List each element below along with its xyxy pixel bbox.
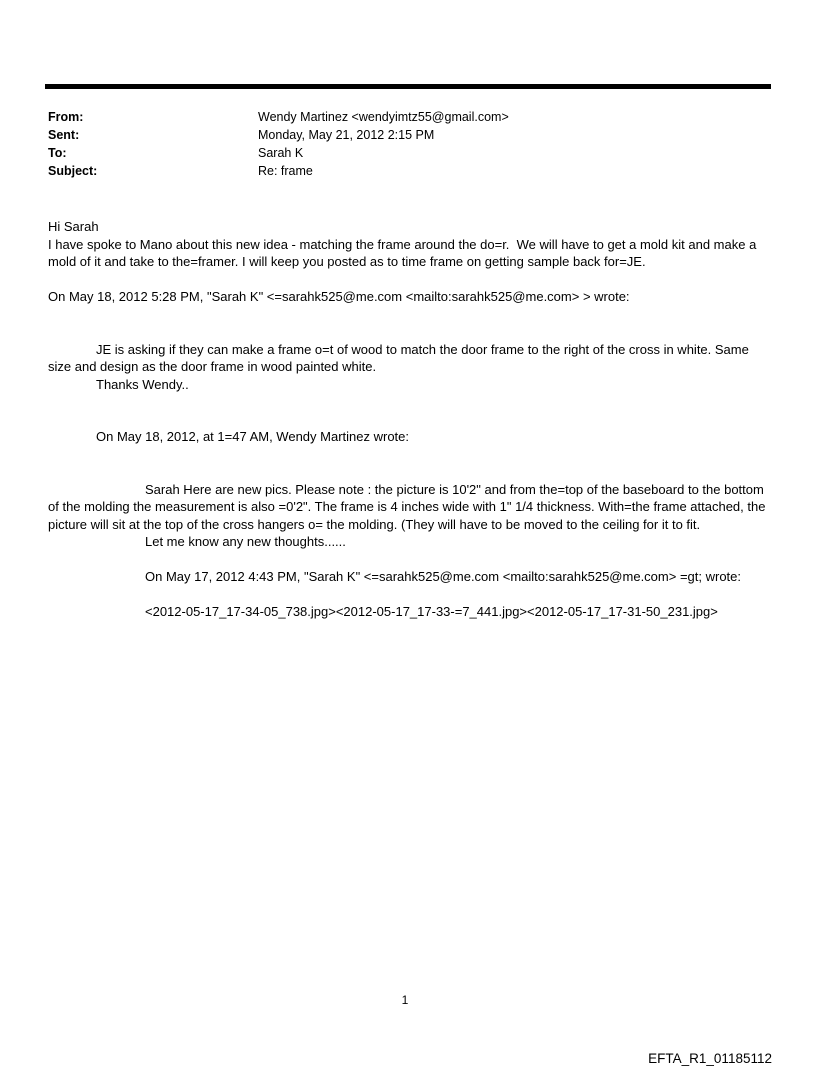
from-value: Wendy Martinez <wendyimtz55@gmail.com> (258, 110, 509, 124)
quoted-reply-1-attribution: On May 18, 2012 5:28 PM, "Sarah K" <=sarahk525@me.com <mailto:sarahk525@me.com> > wrote: (48, 289, 630, 304)
quoted-reply-1-signoff: Thanks Wendy.. (96, 376, 189, 392)
quoted-reply-2-attribution: On May 18, 2012, at 1=47 AM, Wendy Martinez wrote: (96, 429, 410, 444)
sent-label: Sent: (48, 128, 80, 142)
quoted-reply-1-paragraph: JE is asking if they can make a frame o=t of wood to match the door frame to the right of the cross in white. Same size and design as the door frame in wood painted white. (48, 341, 753, 374)
header-field-from (48, 108, 772, 126)
intro-paragraph: I have spoke to Mano about this new idea - matching the frame around the do=r. We will have to get a mold kit and make a mold of it and take to the=framer. I will keep you posted as to time frame on getting sample back for=JE. (48, 236, 760, 269)
subject-value: Re: frame (258, 164, 313, 178)
header-field-subject (48, 162, 772, 180)
quoted-reply-2-closing: Let me know any new thoughts...... (145, 534, 346, 549)
subject-label: Subject: (48, 164, 98, 178)
page-number: 1 (401, 993, 409, 1007)
quoted-reply-2-paragraph: Sarah Here are new pics. Please note : the picture is 10'2" and from the=top of the baseboard to the bottom of the molding the measurement is also =0'2". The frame is 4 inches wide with 1" 1/4 thickness. With=the frame attached, the picture will sit at the top of the cross hangers o= the molding. (They will have to be moved to the ceiling for it to fit. (48, 481, 770, 532)
quoted-reply-3-attribution: On May 17, 2012 4:43 PM, "Sarah K" <=sarahk525@me.com <mailto:sarahk525@me.com> =gt; wrote: (145, 569, 742, 584)
bates-number: EFTA_R1_01185112 (648, 1051, 772, 1066)
to-label: To: (48, 146, 67, 160)
email-header (48, 108, 772, 180)
sent-value: Monday, May 21, 2012 2:15 PM (258, 128, 435, 142)
email-body (48, 218, 772, 621)
header-field-sent (48, 126, 772, 144)
header-field-to (48, 144, 772, 162)
attachment-filenames: <2012-05-17_17-34-05_738.jpg><2012-05-17_17-33-=7_441.jpg><2012-05-17_17-31-50_231.jpg> (145, 604, 718, 619)
to-value: Sarah K (258, 146, 304, 160)
header-divider-rule (45, 84, 771, 89)
greeting-line: Hi Sarah (48, 219, 99, 234)
from-label: From: (48, 110, 84, 124)
